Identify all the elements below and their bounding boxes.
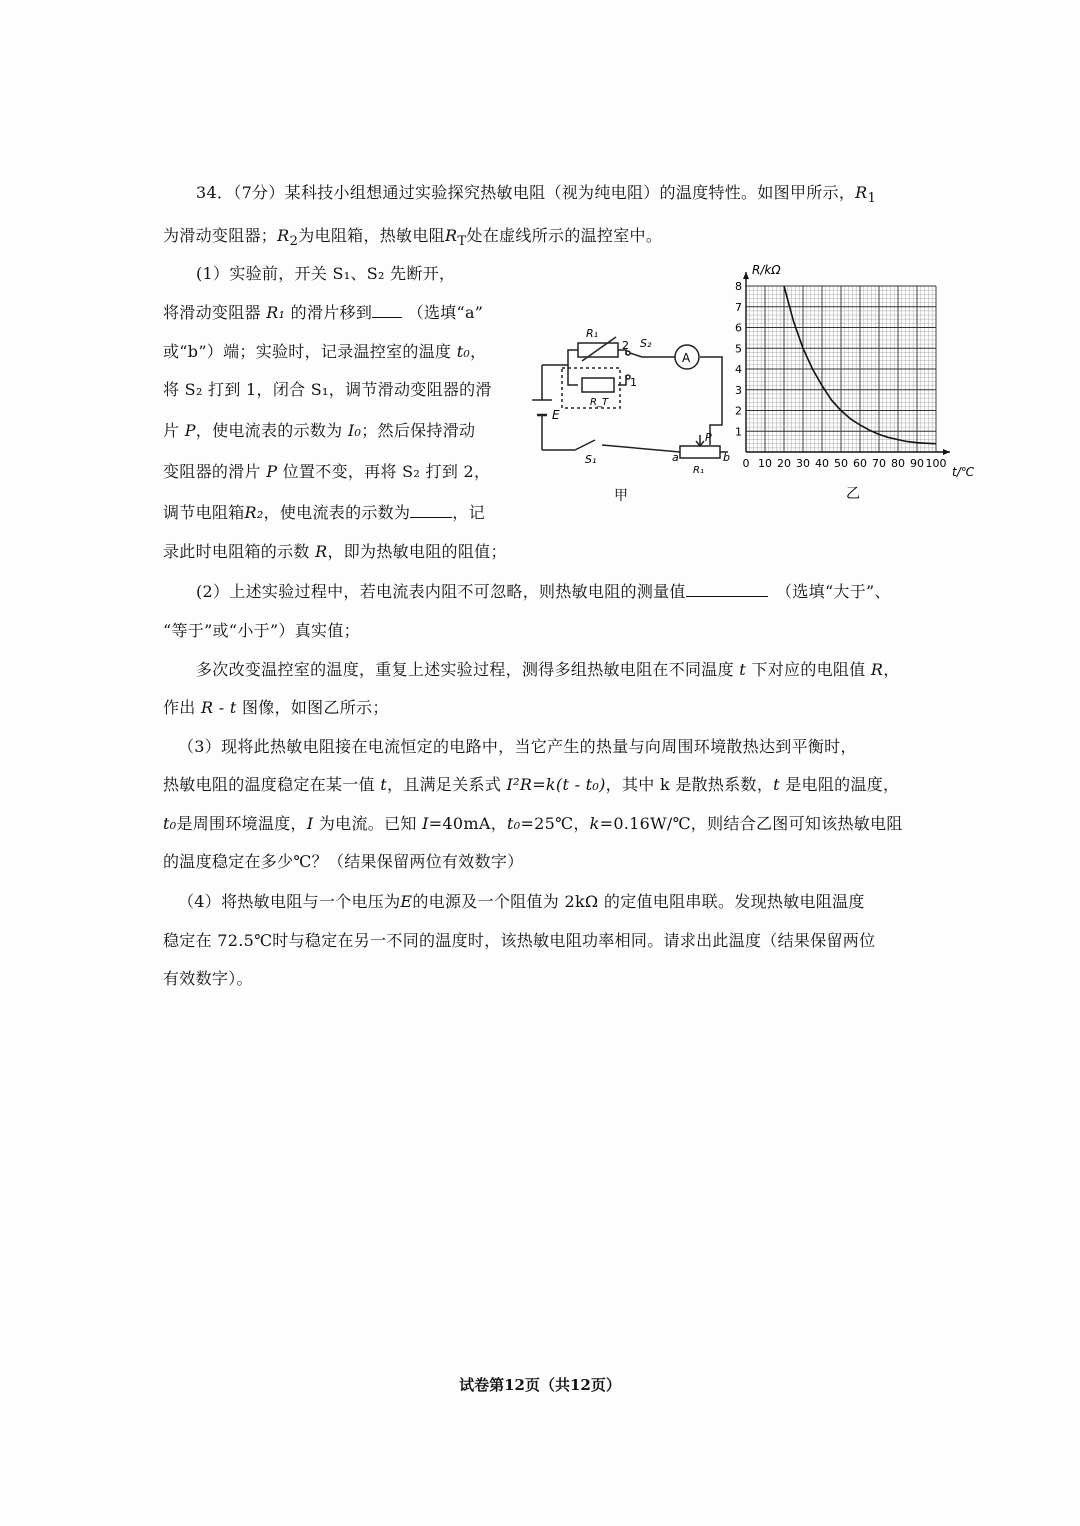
- part1-line-7: 调节电阻箱R₂，使电流表的示数为 ，记: [163, 503, 485, 522]
- y-tick-label: 7: [735, 300, 742, 314]
- y-tick-label: 5: [735, 342, 742, 356]
- label-term2: 2: [622, 339, 629, 352]
- part3-line-1: （3）现将此热敏电阻接在电流恒定的电路中，当它产生的热量与向周围环境散热达到平衡时，: [178, 737, 857, 756]
- part1-line-3: 或“b”）端；实验时，记录温控室的温度 t₀，: [163, 342, 487, 361]
- y-tick-label: 6: [735, 321, 742, 335]
- x-axis-label: t/℃: [952, 465, 975, 479]
- switch-s1-blade: [575, 440, 595, 450]
- question-intro-line-2: 为滑动变阻器；$R_2$为电阻箱，热敏电阻$R_T$处在虚线所示的温控室中。: [163, 226, 663, 250]
- part3-line-4: 的温度稳定在多少℃？（结果保留两位有效数字）: [163, 852, 524, 871]
- x-tick-label: 70: [872, 457, 886, 470]
- part4-line-1: （4）将热敏电阻与一个电压为E的电源及一个阻值为 2kΩ 的定值电阻串联。发现热敏电阻温度: [178, 892, 865, 911]
- answer-blank-1[interactable]: [372, 302, 402, 318]
- label-s2: S₂: [640, 337, 652, 350]
- x-tick-label: 40: [815, 457, 829, 470]
- question-intro-line-1: 34．（7分）某科技小组想通过实验探究热敏电阻（视为纯电阻）的温度特性。如图甲所示，$R_1$: [196, 183, 877, 207]
- label-s1: S₁: [585, 453, 597, 466]
- y-tick-label: 3: [735, 383, 742, 397]
- x-tick-label: 0: [742, 457, 750, 470]
- x-tick-label: 100: [925, 457, 947, 470]
- page-footer: 试卷第12页（共12页）: [459, 1376, 621, 1394]
- y-tick-label: 4: [735, 363, 742, 376]
- part1-line-5: 片 P，使电流表的示数为 I₀；然后保持滑动: [163, 421, 476, 440]
- y-axis-label: R/kΩ: [752, 263, 781, 277]
- label-rt: R_T: [590, 397, 609, 408]
- label-rvar: R₁: [693, 465, 704, 476]
- label-p: P: [705, 431, 712, 444]
- resistor-rt: [582, 378, 614, 392]
- label-a: a: [672, 451, 679, 464]
- y-tick-label: 1: [735, 425, 742, 439]
- axes: [743, 272, 950, 455]
- circuit-diagram: [530, 315, 740, 510]
- chart-caption: 乙: [846, 486, 860, 502]
- part1-line-2: 将滑动变阻器 R₁ 的滑片移到 （选填“a”: [163, 303, 484, 322]
- x-axis-arrow: [943, 449, 950, 455]
- x-tick-label: 30: [796, 457, 810, 470]
- question-number: 34．: [196, 183, 234, 202]
- label-term1: 1: [630, 376, 637, 389]
- label-r1: R₁: [586, 327, 599, 340]
- answer-blank-3[interactable]: [686, 581, 768, 597]
- label-e: E: [552, 408, 560, 422]
- x-tick-label: 90: [910, 457, 924, 470]
- wire-bottom: [542, 445, 680, 452]
- x-tick-label: 10: [758, 457, 772, 470]
- answer-blank-2[interactable]: [410, 502, 452, 518]
- question-points: （7分）: [233, 183, 285, 202]
- slider-p: [696, 435, 704, 446]
- part2-line-1: (2）上述实验过程中，若电流表内阻不可忽略，则热敏电阻的测量值 （选填“大于”、: [196, 582, 891, 601]
- y-axis-arrow: [743, 272, 749, 279]
- part1-line-6: 变阻器的滑片 P 位置不变，再将 S₂ 打到 2，: [163, 462, 491, 481]
- rheostat-r1: [680, 446, 720, 458]
- part1-line-4: 将 S₂ 打到 1，闭合 S₁，调节滑动变阻器的滑: [163, 380, 492, 399]
- rt-chart: [730, 262, 980, 507]
- label-ammeter: A: [682, 351, 691, 365]
- x-tick-label: 50: [834, 457, 848, 470]
- switch-s2-blade: [630, 353, 642, 357]
- x-tick-label: 60: [853, 457, 867, 470]
- y-tick-label: 8: [735, 280, 742, 293]
- label-b: b: [723, 451, 730, 464]
- x-tick-label: 80: [891, 457, 905, 470]
- middle-line-2: 作出 R - t 图像，如图乙所示；: [163, 698, 389, 717]
- y-tick-label: 2: [735, 404, 742, 418]
- part3-line-2: 热敏电阻的温度稳定在某一值 t，且满足关系式 I²R=k(t - t₀)，其中 k 是散热系数，t 是电阻的温度，: [163, 775, 900, 794]
- part3-line-3: t₀是周围环境温度，I 为电流。已知 I=40mA，t₀=25℃，k=0.16W/℃，则结合乙图可知该热敏电阻: [163, 814, 903, 833]
- part2-line-2: “等于”或“小于”）真实值；: [163, 621, 360, 640]
- middle-line-1: 多次改变温控室的温度，重复上述实验过程，测得多组热敏电阻在不同温度 t 下对应的电阻值 R，: [196, 660, 900, 679]
- part4-line-2: 稳定在 72.5℃时与稳定在另一不同的温度时，该热敏电阻功率相同。请求出此温度（结果保留两位: [163, 931, 876, 950]
- x-tick-label: 20: [777, 457, 791, 470]
- part4-line-3: 有效数字）。: [163, 969, 253, 988]
- circuit-caption: 甲: [614, 488, 628, 504]
- part1-line-8: 录此时电阻箱的示数 R，即为热敏电阻的阻值；: [163, 542, 507, 561]
- part1-line-1: (1）实验前，开关 S₁、S₂ 先断开，: [196, 264, 456, 283]
